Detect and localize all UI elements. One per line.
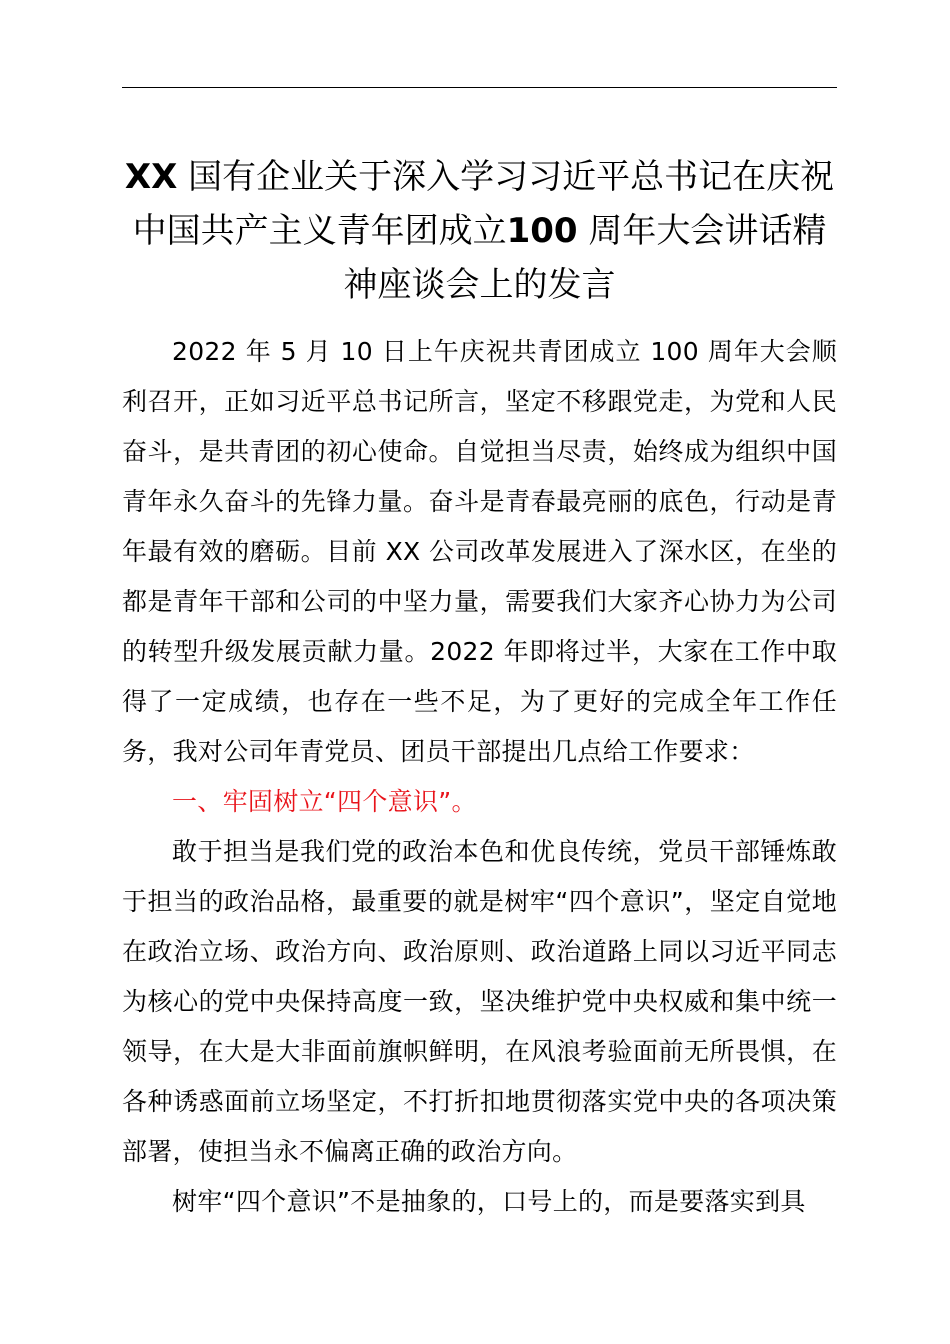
title-part1: 国有企业关于深入学习习近平总书记在庆祝中国共产主义青年团成立 — [132, 157, 835, 251]
title-prefix: XX — [124, 157, 178, 197]
paragraph-intro: 2022 年 5 月 10 日上午庆祝共青团成立 100 周年大会顺利召开，正如习近平总书记所言，坚定不移跟党走，为党和人民奋斗，是共青团的初心使命。自觉担当尽责，始终成为组织中国青年永久奋斗的先锋力量。奋斗是青春最亮丽的底色，行动是青年最有效的磨砺。目前 XX 公司改革发展进入了深水区，在坐的都是青年干部和公司的中坚力量，需要我们大家齐心协力为公司的转型升级发展贡献力量。2022 年即将过半，大家在工作中取得了一定成绩，也存在一些不足，为了更好的完成全年工作任务，我对公司年青党员、团员干部提出几点给工作要求： — [122, 337, 837, 766]
paragraph-section1-cont: 树牢“四个意识”不是抽象的，口号上的，而是要落实到具 — [172, 1187, 806, 1216]
document-title — [122, 150, 837, 312]
title-part2: 周年大会讲话精神座谈会上的发言 — [343, 211, 827, 305]
title-number: 100 — [506, 211, 578, 251]
header-rule — [122, 87, 837, 88]
paragraph-section1: 敢于担当是我们党的政治本色和优良传统，党员干部锤炼敢于担当的政治品格，最重要的就是树牢“四个意识”，坚定自觉地在政治立场、政治方向、政治原则、政治道路上同以习近平同志为核心的党中央保持高度一致，坚决维护党中央权威和集中统一领导，在大是大非面前旗帜鲜明，在风浪考验面前无所畏惧，在各种诱惑面前立场坚定，不打折扣地贯彻落实党中央的各项决策部署，使担当永不偏离正确的政治方向。 — [122, 837, 837, 1166]
document-body — [122, 327, 837, 1227]
section-heading-1: 一、牢固树立“四个意识”。 — [172, 787, 477, 816]
